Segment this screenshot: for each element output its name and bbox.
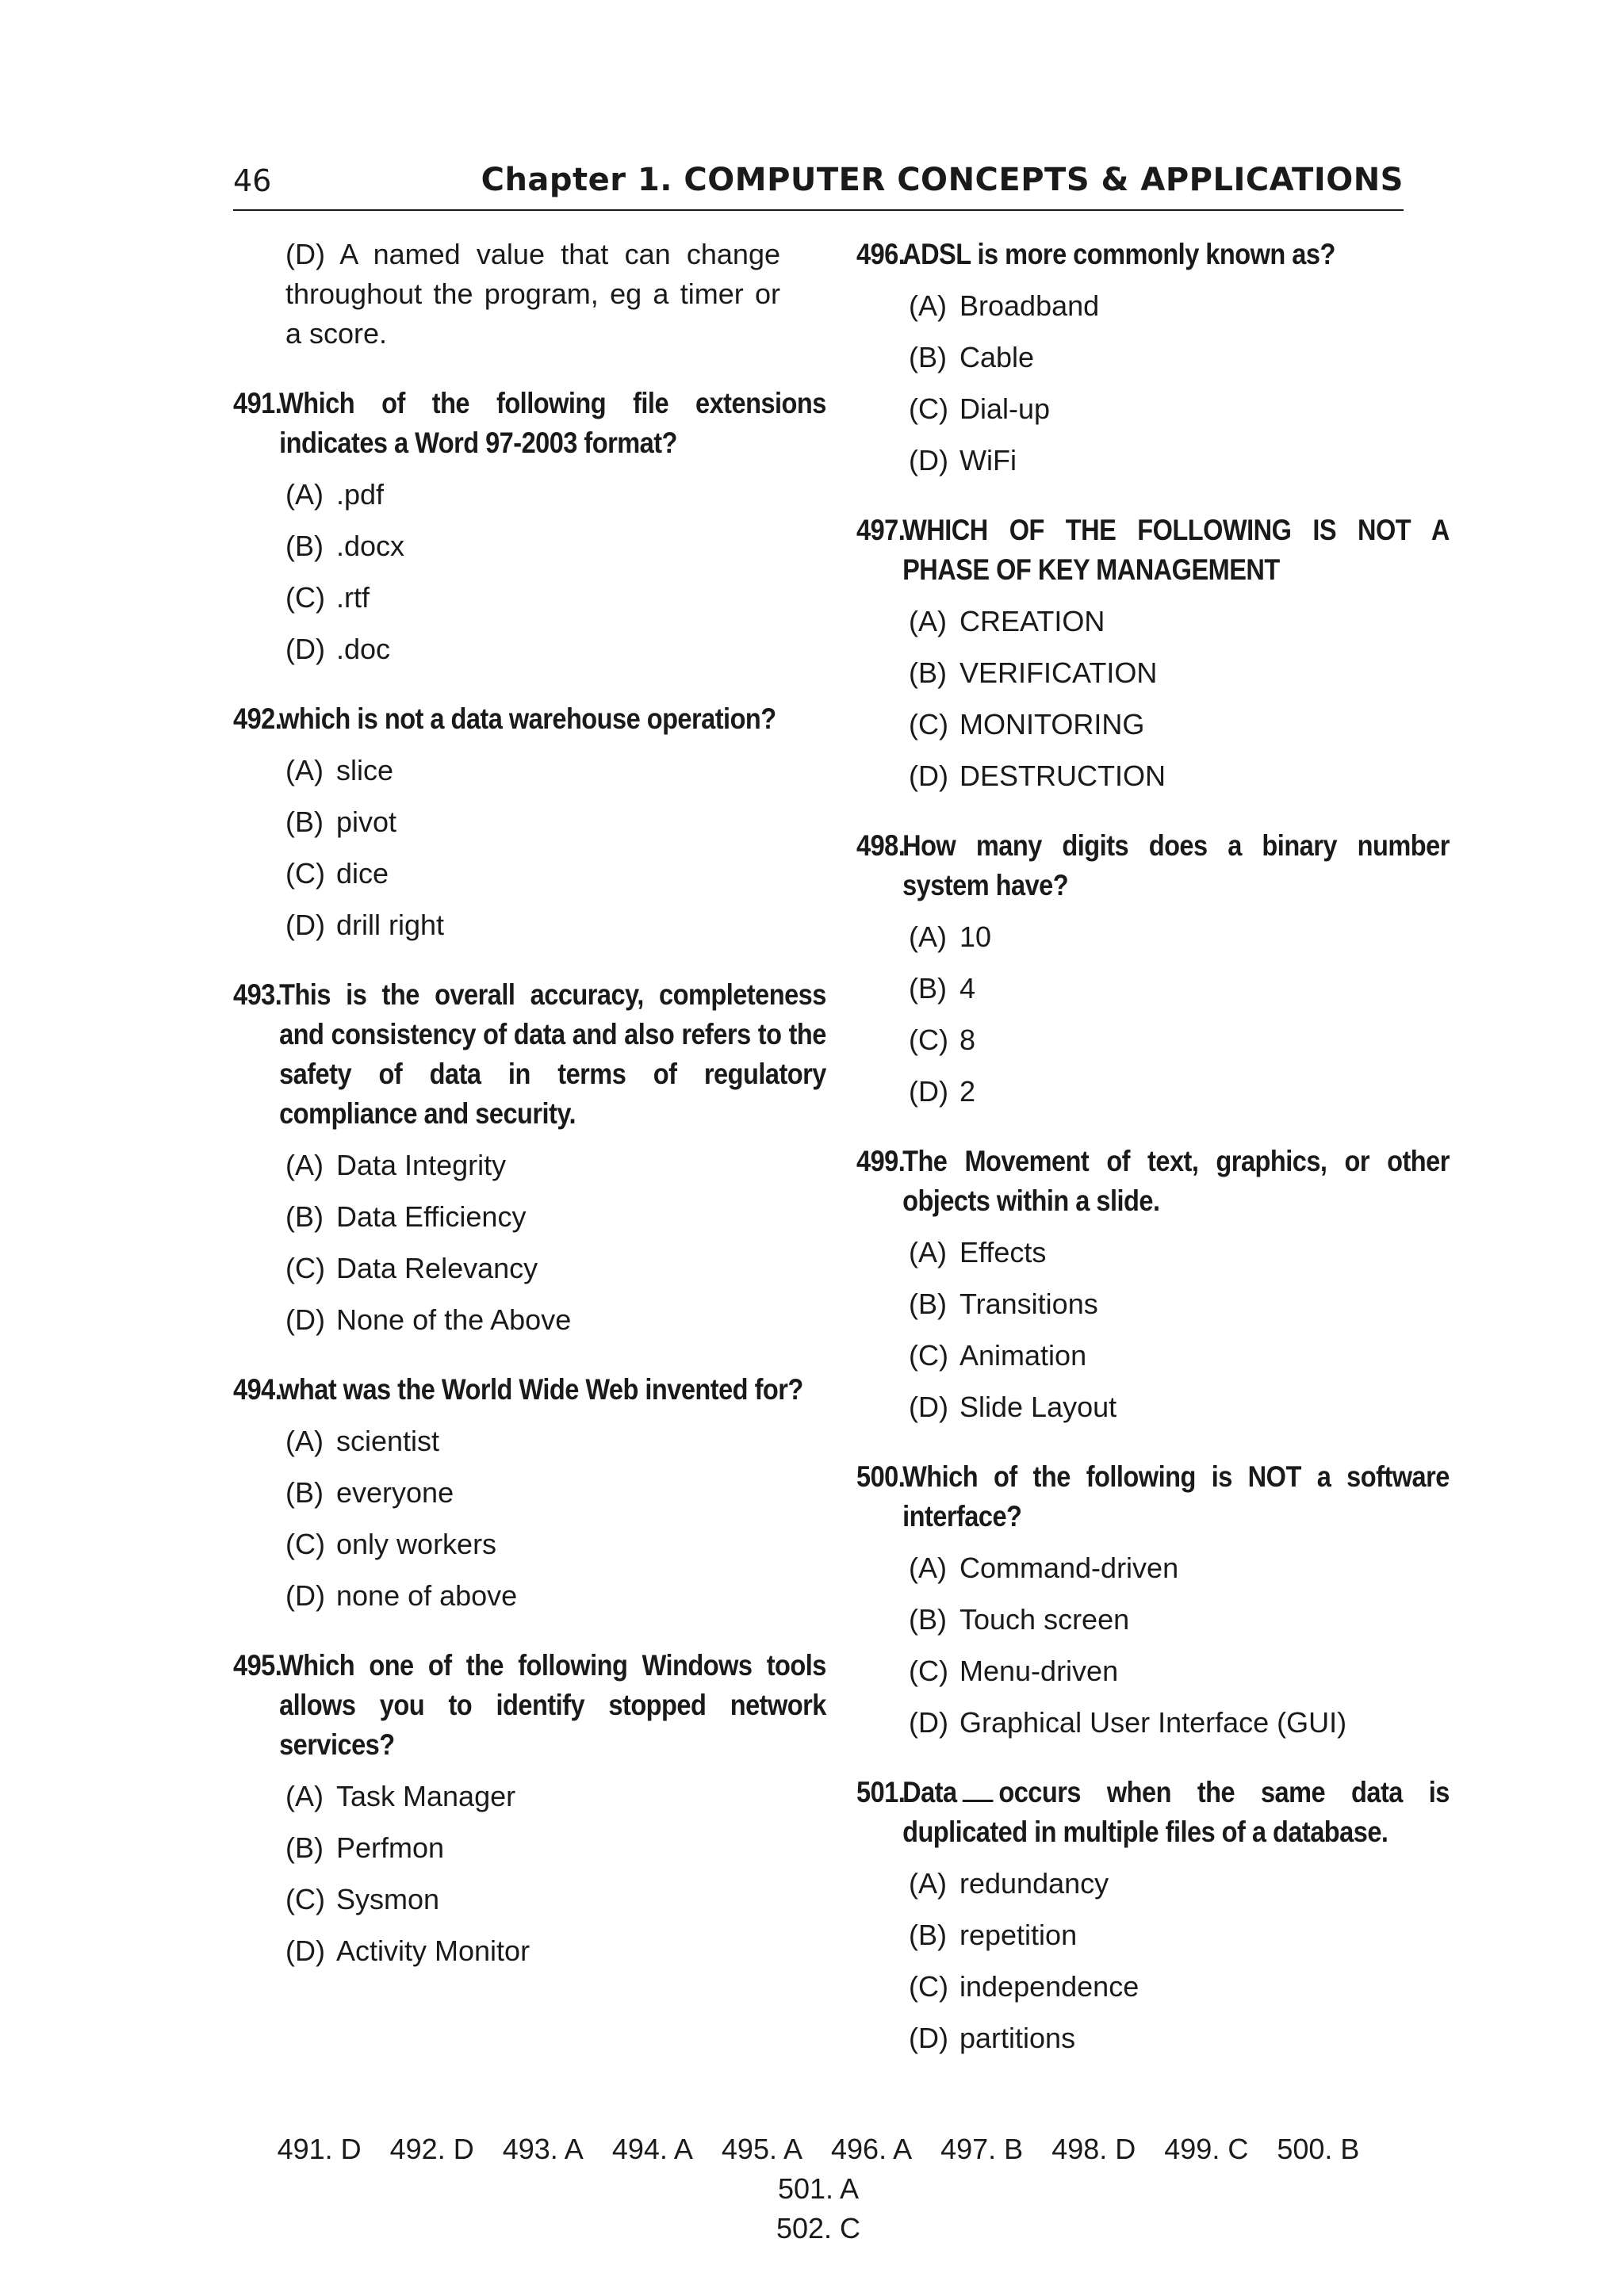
option-text: Graphical User Interface (GUI) xyxy=(959,1706,1347,1739)
option-d xyxy=(909,756,1404,796)
option-letter: (C) xyxy=(909,392,948,425)
chapter-title: Chapter 1. COMPUTER CONCEPTS & APPLICATIONS xyxy=(481,162,1404,198)
option-letter: (A) xyxy=(909,1867,947,1900)
option-a xyxy=(909,917,1404,957)
question-stem xyxy=(233,1370,826,1410)
question-text-after-blank: occurs when the same data is duplicated in multiple files of a database. xyxy=(902,1776,1450,1848)
option-a xyxy=(909,1548,1404,1588)
option-letter: (B) xyxy=(909,972,947,1004)
question-text: WHICH OF THE FOLLOWING IS NOT A PHASE OF KEY MANAGEMENT xyxy=(902,514,1450,586)
option-d xyxy=(909,1703,1404,1743)
option-c xyxy=(909,1336,1404,1376)
question-text: This is the overall accuracy, completeness and consistency of data and also refers to the safety of data in terms of regulatory compliance and security. xyxy=(279,978,826,1130)
option-letter: (D) xyxy=(285,1579,325,1612)
question-text: Which of the following is NOT a software interface? xyxy=(902,1460,1450,1533)
answer-item: 500. B xyxy=(1277,2133,1360,2165)
question-stem xyxy=(856,1773,1450,1852)
question-stem xyxy=(856,826,1450,905)
option-a xyxy=(285,1777,780,1816)
answer-key xyxy=(233,2130,1404,2248)
question-495 xyxy=(233,1646,826,1971)
option-letter: (A) xyxy=(285,754,324,786)
option-d xyxy=(285,1576,780,1616)
option-letter: (A) xyxy=(285,1425,324,1457)
question-stem xyxy=(856,511,1450,590)
option-d xyxy=(909,1072,1404,1112)
option-letter: (B) xyxy=(285,1200,324,1233)
option-b xyxy=(909,653,1404,693)
option-text: drill right xyxy=(336,909,445,941)
answer-item: 496. A xyxy=(831,2133,913,2165)
option-letter: (D) xyxy=(909,1391,948,1423)
answer-item: 499. C xyxy=(1164,2133,1249,2165)
option-text: .pdf xyxy=(336,478,385,511)
option-a xyxy=(909,1233,1404,1272)
answer-item: 497. B xyxy=(940,2133,1024,2165)
option-b xyxy=(909,969,1404,1008)
option-letter: (B) xyxy=(285,530,324,562)
question-number: 493. xyxy=(233,978,282,1011)
question-500 xyxy=(856,1457,1450,1743)
option-letter: (C) xyxy=(285,857,325,890)
option-letter: (C) xyxy=(285,1883,325,1915)
option-text: only workers xyxy=(336,1528,497,1560)
option-letter: (B) xyxy=(909,656,947,689)
answer-item: 502. C xyxy=(776,2212,861,2244)
option-letter: (D) xyxy=(285,633,325,665)
option-text: independence xyxy=(959,1970,1139,2003)
option-a xyxy=(909,602,1404,641)
option-letter: (A) xyxy=(909,289,947,322)
question-492 xyxy=(233,699,780,945)
question-stem xyxy=(233,975,826,1134)
question-number: 494. xyxy=(233,1373,282,1406)
option-c xyxy=(285,854,780,894)
option-text: Touch screen xyxy=(959,1603,1130,1636)
question-494 xyxy=(233,1370,803,1616)
option-text: everyone xyxy=(336,1476,454,1509)
option-letter: (D) xyxy=(285,1303,325,1336)
option-text: pivot xyxy=(336,806,397,838)
question-text: ADSL is more commonly known as? xyxy=(902,238,1335,270)
option-text: Perfmon xyxy=(336,1831,445,1864)
option-text: Slide Layout xyxy=(959,1391,1117,1423)
option-text: Data Relevancy xyxy=(336,1252,538,1284)
question-stem xyxy=(233,699,826,739)
option-text: dice xyxy=(336,857,389,890)
option-text: scientist xyxy=(336,1425,440,1457)
page-number: 46 xyxy=(233,163,272,198)
question-498 xyxy=(856,826,1450,1112)
option-c xyxy=(285,578,780,618)
option-c xyxy=(909,1651,1404,1691)
answer-item: 491. D xyxy=(277,2133,362,2165)
option-text: Animation xyxy=(959,1339,1087,1372)
option-text: repetition xyxy=(959,1919,1078,1951)
option-letter: (D) xyxy=(909,760,948,792)
question-number: 496. xyxy=(856,238,906,270)
answer-item: 493. A xyxy=(502,2133,584,2165)
question-stem xyxy=(856,1142,1450,1221)
option-text: Dial-up xyxy=(959,392,1051,425)
question-text-before-blank: Data xyxy=(902,1776,957,1808)
option-b xyxy=(285,1197,780,1237)
option-text: partitions xyxy=(959,2022,1076,2054)
question-number: 495. xyxy=(233,1649,282,1682)
option-text: Effects xyxy=(959,1236,1047,1269)
answer-item: 501. A xyxy=(777,2172,860,2205)
option-text: 8 xyxy=(959,1024,976,1056)
question-number: 492. xyxy=(233,702,282,735)
option-letter: (A) xyxy=(909,605,947,637)
option-text: DESTRUCTION xyxy=(959,760,1166,792)
question-493 xyxy=(233,975,826,1340)
question-499 xyxy=(856,1142,1450,1427)
option-letter: (A) xyxy=(909,1552,947,1584)
option-a xyxy=(909,286,1404,326)
question-stem xyxy=(233,1646,826,1765)
option-d xyxy=(285,629,780,669)
option-text: Task Manager xyxy=(336,1780,516,1812)
option-c xyxy=(909,389,1404,429)
option-text: redundancy xyxy=(959,1867,1109,1900)
option-letter: (C) xyxy=(909,1024,948,1056)
question-stem xyxy=(233,384,826,463)
option-d xyxy=(909,441,1404,480)
option-text: Activity Monitor xyxy=(336,1934,530,1967)
question-501 xyxy=(856,1773,1450,2058)
option-text: Broadband xyxy=(959,289,1100,322)
question-497 xyxy=(856,511,1450,796)
option-text: MONITORING xyxy=(959,708,1145,740)
option-text: 4 xyxy=(959,972,976,1004)
option-b xyxy=(909,1915,1404,1955)
option-a xyxy=(285,751,780,790)
option-c xyxy=(285,1525,780,1564)
option-b xyxy=(285,1828,780,1868)
question-496 xyxy=(856,235,1404,480)
option-letter: (A) xyxy=(285,1780,324,1812)
option-a xyxy=(285,1422,780,1461)
option-b xyxy=(285,1473,780,1513)
option-letter: (B) xyxy=(285,1476,324,1509)
option-c xyxy=(909,1967,1404,2007)
question-text: How many digits does a binary number system have? xyxy=(902,829,1450,901)
option-letter: (D) xyxy=(909,1075,948,1108)
option-text: Data Integrity xyxy=(336,1149,507,1181)
option-letter: (D) xyxy=(285,909,325,941)
option-letter: (B) xyxy=(909,341,947,373)
option-letter: (B) xyxy=(909,1603,947,1636)
option-letter: (B) xyxy=(285,806,324,838)
option-letter: (A) xyxy=(285,478,324,511)
option-letter: (A) xyxy=(285,1149,324,1181)
option-letter: (D) xyxy=(909,1706,948,1739)
right-column xyxy=(856,235,1450,2088)
question-stem xyxy=(856,235,1450,274)
option-letter: (C) xyxy=(285,1528,325,1560)
option-text: .docx xyxy=(336,530,405,562)
option-b xyxy=(285,802,780,842)
option-letter: (C) xyxy=(909,1970,948,2003)
option-letter: (D) xyxy=(285,1934,325,1967)
option-c xyxy=(909,705,1404,744)
option-d xyxy=(909,2019,1404,2058)
left-column xyxy=(233,235,826,2001)
answer-item: 494. A xyxy=(611,2133,693,2165)
option-c xyxy=(909,1020,1404,1060)
question-number: 499. xyxy=(856,1145,906,1177)
question-number: 501. xyxy=(856,1776,906,1808)
option-letter: (B) xyxy=(909,1919,947,1951)
option-letter: (D) xyxy=(909,2022,948,2054)
option-d xyxy=(285,1300,780,1340)
option-text: WiFi xyxy=(959,444,1017,476)
option-text: .rtf xyxy=(336,581,370,614)
question-text: The Movement of text, graphics, or other objects within a slide. xyxy=(902,1145,1450,1217)
option-letter: (D) xyxy=(909,444,948,476)
option-d xyxy=(285,1931,780,1971)
option-letter: (B) xyxy=(285,1831,324,1864)
option-text: VERIFICATION xyxy=(959,656,1158,689)
option-b xyxy=(909,338,1404,377)
option-letter: (C) xyxy=(285,581,325,614)
option-text: Transitions xyxy=(959,1288,1098,1320)
option-text: Command-driven xyxy=(959,1552,1179,1584)
fill-in-blank xyxy=(963,1776,994,1802)
option-d xyxy=(909,1387,1404,1427)
option-c xyxy=(285,1249,780,1288)
question-number: 497. xyxy=(856,514,906,546)
page-header xyxy=(233,159,1404,211)
option-letter: (C) xyxy=(909,1339,948,1372)
answer-item: 495. A xyxy=(721,2133,802,2165)
option-letter: (C) xyxy=(909,708,948,740)
option-text: none of above xyxy=(336,1579,518,1612)
option-d xyxy=(285,905,780,945)
question-text: which is not a data warehouse operation? xyxy=(279,702,776,735)
continued-option: (D) A named value that can change throughout the program, eg a timer or a score. xyxy=(285,238,780,350)
option-letter: (A) xyxy=(909,920,947,953)
option-text: Menu-driven xyxy=(959,1655,1119,1687)
option-text: slice xyxy=(336,754,394,786)
option-letter: (B) xyxy=(909,1288,947,1320)
question-text: Which of the following file extensions indicates a Word 97-2003 format? xyxy=(279,387,826,459)
option-a xyxy=(285,475,780,515)
option-a xyxy=(909,1864,1404,1904)
option-text: Sysmon xyxy=(336,1883,440,1915)
option-text: 10 xyxy=(959,920,992,953)
answer-item: 498. D xyxy=(1051,2133,1136,2165)
option-letter: (A) xyxy=(909,1236,947,1269)
option-text: CREATION xyxy=(959,605,1105,637)
question-number: 491. xyxy=(233,387,282,419)
option-text: Data Efficiency xyxy=(336,1200,527,1233)
option-c xyxy=(285,1880,780,1919)
option-text: 2 xyxy=(959,1075,976,1108)
question-number: 500. xyxy=(856,1460,906,1493)
answer-item: 492. D xyxy=(389,2133,474,2165)
question-text: Which one of the following Windows tools allows you to identify stopped network services? xyxy=(279,1649,826,1761)
option-b xyxy=(909,1284,1404,1324)
option-text: None of the Above xyxy=(336,1303,572,1336)
option-text: Cable xyxy=(959,341,1035,373)
option-b xyxy=(909,1600,1404,1640)
question-number: 498. xyxy=(856,829,906,862)
option-letter: (C) xyxy=(285,1252,325,1284)
question-text: what was the World Wide Web invented for? xyxy=(279,1373,803,1406)
question-491 xyxy=(233,384,826,669)
option-text: .doc xyxy=(336,633,391,665)
option-b xyxy=(285,526,780,566)
option-a xyxy=(285,1146,780,1185)
question-stem xyxy=(856,1457,1450,1536)
option-letter: (C) xyxy=(909,1655,948,1687)
